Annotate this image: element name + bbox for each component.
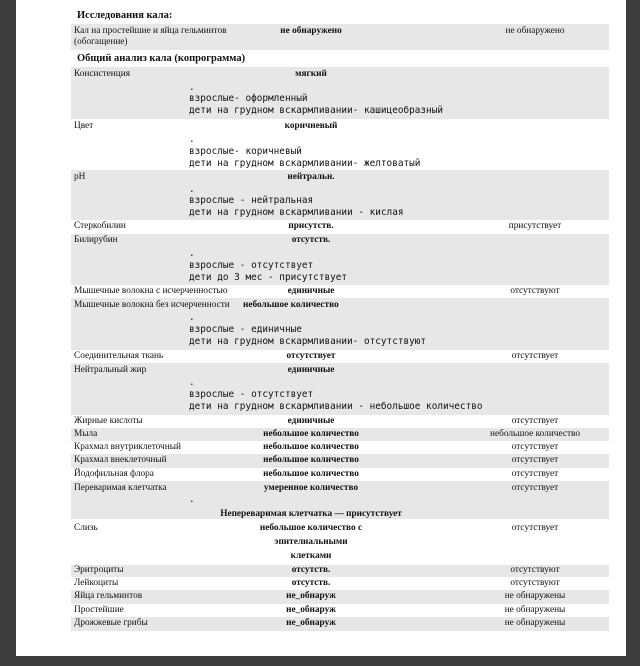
norm-adults: взрослые - отсутствует: [189, 389, 314, 400]
row-stercobilin: [71, 220, 609, 234]
row-name: Яйца гельминтов: [74, 591, 143, 601]
row-name: Жирные кислоты: [74, 416, 143, 426]
row-norm: отсутствует: [511, 455, 559, 465]
row-value: коричневый: [284, 121, 338, 131]
row-name: Соединительная ткань: [74, 351, 164, 361]
row-name: Лейкоциты: [74, 578, 119, 588]
row-value: небольшое количество: [263, 442, 359, 452]
row-value: небольшое количество: [263, 429, 359, 439]
row-helminth-eggs: [71, 590, 609, 604]
row-name: Переваримая клетчатка: [74, 483, 167, 493]
row-name: Крахмал внеклеточный: [74, 455, 167, 465]
row-value: отсутств.: [291, 565, 331, 575]
row-norm: не обнаружено: [505, 26, 565, 36]
row-value: нейтральн.: [287, 172, 335, 182]
row-norm: отсутствует: [511, 483, 559, 493]
norm-children: дети до 3 мес - присутствует: [189, 272, 348, 283]
row-value-line3: клетками: [290, 551, 332, 561]
dot: .: [189, 494, 195, 505]
row-value: небольшое количество: [243, 300, 339, 310]
dot: .: [189, 248, 195, 259]
row-name: Слизь: [74, 523, 98, 533]
row-norm: отсутствует: [511, 469, 559, 479]
row-value: небольшое количество: [263, 455, 359, 465]
row-value-line1: небольшое количество с: [259, 523, 363, 533]
dot: .: [189, 82, 195, 93]
row-leukocytes: [71, 577, 609, 590]
row-norm: не обнаружены: [504, 618, 566, 628]
row-connective-tissue: [71, 350, 609, 363]
row-value: небольшое количество: [263, 469, 359, 479]
dot: .: [189, 377, 195, 388]
row-value: отсутств.: [291, 578, 331, 588]
row-norm: отсутствуют: [510, 286, 560, 296]
row-value: не обнаружено: [280, 26, 342, 36]
row-name: Кал на простейшие и яйца гельминтов: [74, 26, 227, 36]
section-coprogram: Общий анализ кала (копрограмма): [77, 53, 246, 64]
norm-children: дети на грудном вскармливании - кислая: [189, 207, 404, 218]
norm-adults: взрослые- коричневый: [189, 146, 302, 157]
row-name: pH: [74, 172, 86, 182]
norm-children: дети на грудном вскармливании- кашицеобразный: [189, 105, 443, 116]
row-bilirubin: [71, 234, 609, 285]
row-protozoa: [71, 604, 609, 617]
row-value: единичные: [287, 286, 335, 296]
document-page: [16, 0, 626, 656]
row-norm: отсутствует: [511, 442, 559, 452]
row-norm: небольшое количество: [490, 429, 580, 439]
row-neutral-fat: [71, 363, 609, 415]
section-feces-research: Исследования кала:: [77, 10, 173, 21]
row-name: Мышечные волокна без исчерченности: [74, 300, 230, 310]
row-value: умеренное количество: [263, 483, 359, 493]
row-starch-intracellular: [71, 441, 609, 454]
row-value: отсутствует: [286, 351, 336, 361]
row-parasites: [71, 24, 609, 50]
row-name: Йодофильная флора: [74, 469, 154, 479]
row-yeast-fungi: [71, 617, 609, 631]
row-iodophil-flora: [71, 468, 609, 481]
row-norm: присутствует: [508, 221, 562, 231]
row-mucus: [71, 521, 609, 565]
row-muscle-nonstriated: [71, 298, 609, 350]
row-name: Крахмал внутриклеточный: [74, 442, 181, 452]
norm-children: дети на грудном вскармливании - небольшое количество: [189, 401, 483, 412]
row-value: отсутств.: [291, 235, 331, 245]
row-color: [71, 119, 609, 171]
norm-adults: взрослые- оформленный: [189, 93, 308, 104]
row-name: Мышечные волокна с исчерченностью: [74, 286, 228, 296]
row-norm: отсутствует: [511, 351, 559, 361]
row-value: не_обнаруж: [286, 591, 336, 601]
row-name: Мыла: [74, 429, 98, 439]
norm-children: дети на грудном вскармливании- отсутствуют: [189, 336, 427, 347]
norm-children: дети на грудном вскармливании- желтоватый: [189, 158, 421, 169]
norm-adults: взрослые - единичные: [189, 324, 302, 335]
row-name: Цвет: [74, 121, 94, 131]
row-consistency: [71, 67, 609, 119]
row-soaps: [71, 428, 609, 441]
row-norm: не обнаружены: [504, 605, 566, 615]
row-erythrocytes: [71, 565, 609, 577]
norm-adults: взрослые - отсутствует: [189, 260, 314, 271]
row-norm: отсутствуют: [510, 565, 560, 575]
row-norm: отсутствуют: [510, 578, 560, 588]
row-name: Консистенция: [74, 69, 130, 79]
row-value: не_обнаруж: [286, 618, 336, 628]
row-starch-extracellular: [71, 454, 609, 468]
row-name: Стеркобилин: [74, 221, 126, 231]
row-norm: отсутствует: [511, 416, 559, 426]
row-norm: не обнаружены: [504, 591, 566, 601]
row-name: Билирубин: [74, 235, 118, 245]
row-fatty-acids: [71, 415, 609, 428]
row-value-line2: эпителиальными: [274, 537, 348, 547]
row-name: Эритроциты: [74, 565, 124, 575]
row-name-line2: (обогащение): [74, 37, 128, 47]
row-value: присутств.: [288, 221, 334, 231]
row-value: мягкий: [295, 69, 327, 79]
row-value: не_обнаруж: [286, 605, 336, 615]
row-name: Простейшие: [74, 605, 124, 615]
row-name: Нейтральный жир: [74, 365, 147, 375]
norm-adults: взрослые - нейтральная: [189, 195, 314, 206]
row-value: единичные: [287, 365, 335, 375]
dot: .: [189, 134, 195, 145]
row-ph: [71, 170, 609, 220]
row-value: единичные: [287, 416, 335, 426]
indigestible-fiber-value: Непереваримая клетчатка — присутствует: [220, 509, 402, 519]
row-name: Дрожжевые грибы: [74, 618, 148, 628]
row-digestible-fiber: [71, 481, 609, 519]
dot: .: [189, 184, 195, 195]
row-muscle-striated: [71, 285, 609, 298]
dot: .: [189, 312, 195, 323]
row-norm: отсутствует: [511, 523, 559, 533]
